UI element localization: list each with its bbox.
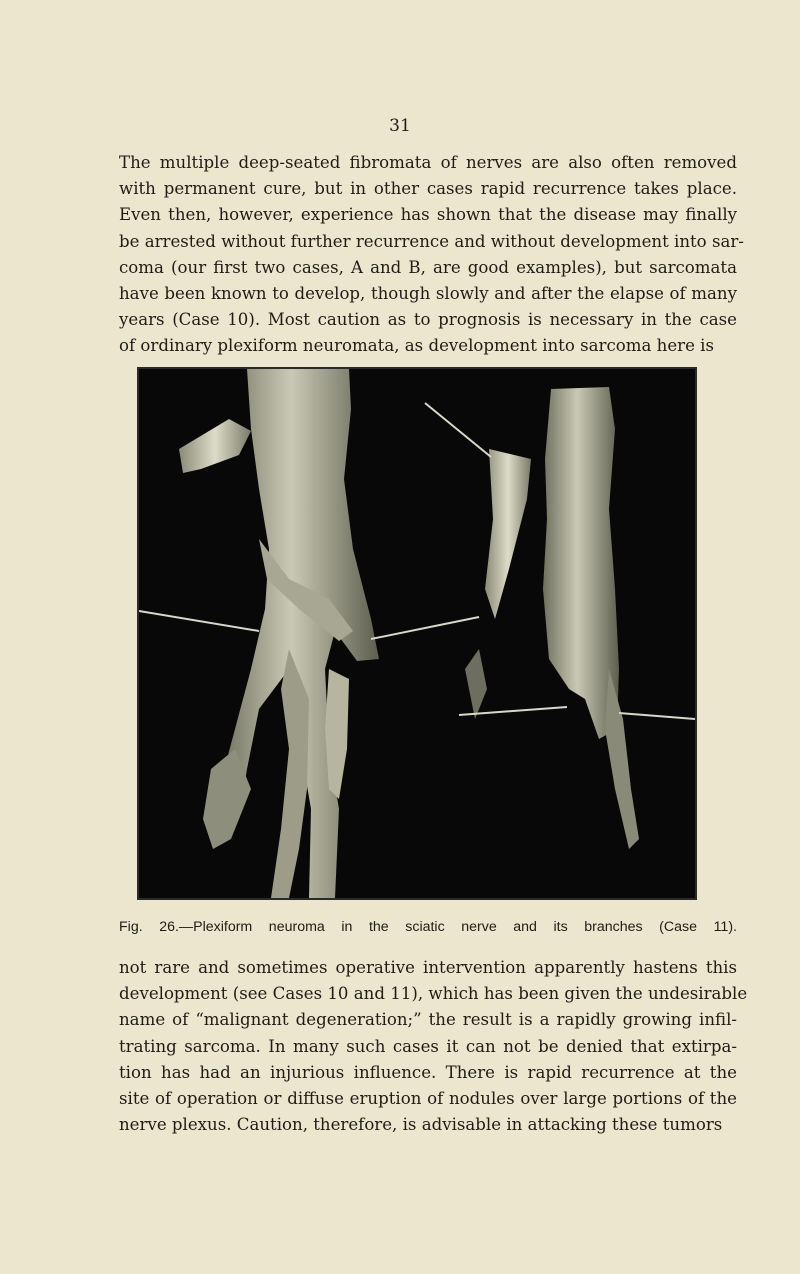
paragraph-line: years (Case 10). Most caution as to prognosis is necessary in the case [119, 310, 737, 330]
paragraph-line: name of “malignant degeneration;” the result is a rapidly growing infil- [119, 1010, 737, 1030]
paragraph-line: coma (our first two cases, A and B, are good examples), but sarcomata [119, 257, 737, 277]
paragraph-2 [119, 955, 748, 1138]
figure-caption: Fig. 26.—Plexiform neuroma in the sciatic nerve and its branches (Case 11). [119, 919, 737, 935]
paragraph-line: not rare and sometimes operative intervention apparently hastens this [119, 958, 737, 977]
paragraph-line: Even then, however, experience has shown that the disease may finally [119, 205, 737, 225]
page-number: 31 [389, 116, 411, 136]
paragraph-line: with permanent cure, but in other cases rapid recurrence takes place. [119, 179, 737, 199]
paragraph-line: tion has had an injurious influence. There is rapid recurrence at the [119, 1062, 737, 1082]
paragraph-line: be arrested without further recurrence and without development into sar- [119, 231, 744, 251]
paragraph-line: have been known to develop, though slowly and after the elapse of many [119, 284, 737, 304]
paragraph-line: nerve plexus. Caution, therefore, is advisable in attacking these tumors [119, 1115, 723, 1135]
paragraph-1 [119, 150, 744, 360]
paragraph-line: of ordinary plexiform neuromata, as development into sarcoma here is [119, 336, 715, 356]
paragraph-line: development (see Cases 10 and 11), which has been given the undesirable [119, 984, 748, 1004]
paragraph-line: trating sarcoma. In many such cases it can not be denied that extirpa- [119, 1036, 737, 1056]
paragraph-line: site of operation or diffuse eruption of nodules over large portions of the [119, 1089, 737, 1109]
paragraph-line: The multiple deep-seated fibromata of nerves are also often removed [119, 153, 737, 172]
figure-photograph [137, 367, 697, 900]
nerve-specimen-image [139, 369, 695, 898]
